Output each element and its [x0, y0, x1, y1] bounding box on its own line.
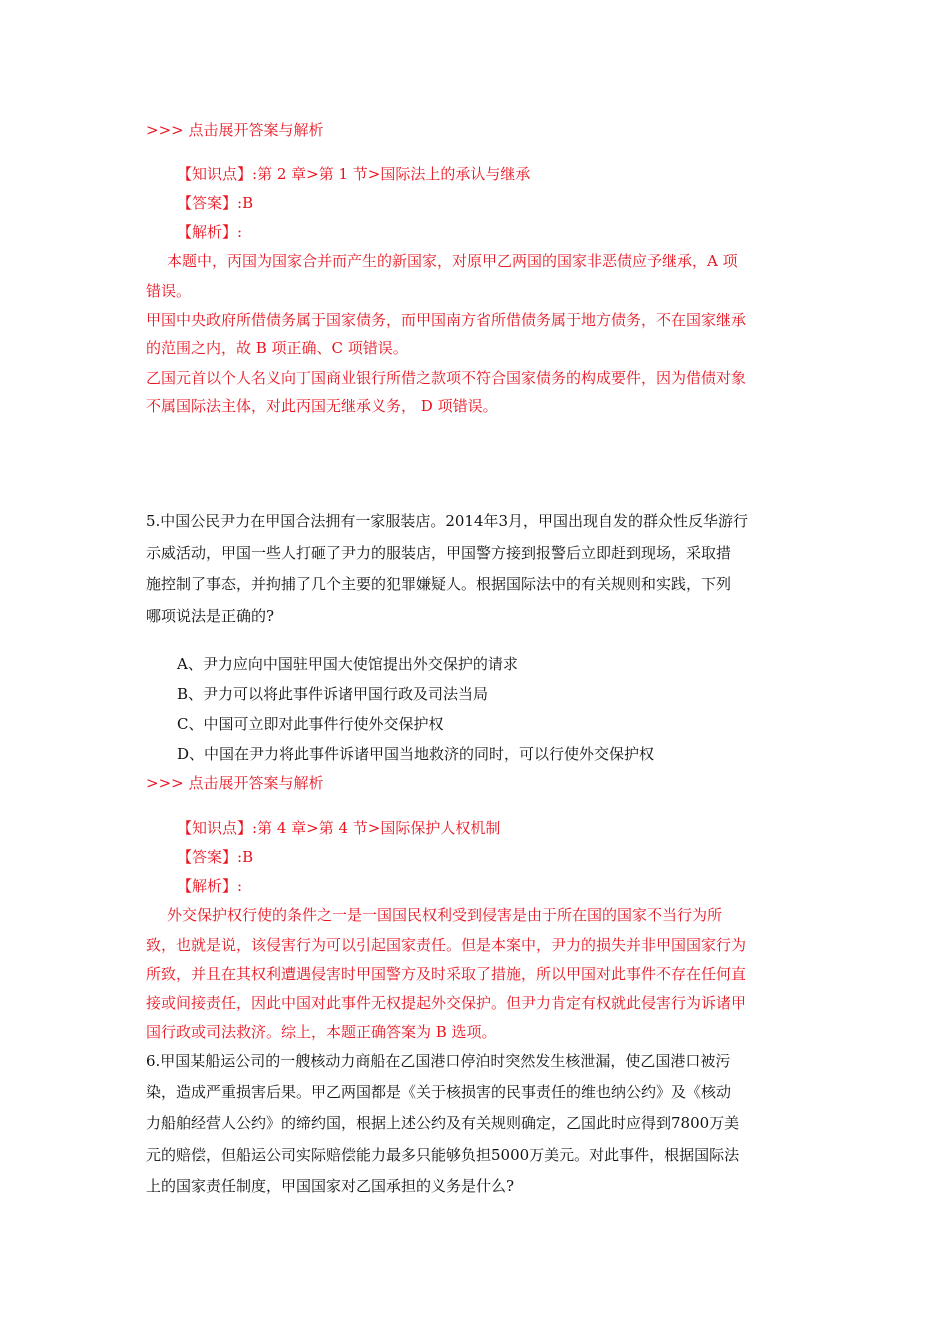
answer-label: 【答案】: [177, 848, 243, 866]
question-stem-line: 哪项说法是正确的? [146, 607, 275, 625]
expand-answer-toggle[interactable]: >>> 点击展开答案与解析 [146, 774, 324, 792]
analysis-label: 【解析】: [177, 877, 243, 895]
answer-value: B [242, 848, 254, 866]
question-stem-line: 元的赔偿，但船运公司实际赔偿能力最多只能够负担5000万美元。对此事件，根据国际法 [146, 1146, 740, 1164]
answer-value: B [242, 194, 254, 212]
option-c: C、中国可立即对此事件行使外交保护权 [177, 715, 444, 733]
question-stem-line: 力船舶经营人公约》的缔约国，根据上述公约及有关规则确定，乙国此时应得到7800万美 [146, 1114, 740, 1132]
question-stem-line: 5.中国公民尹力在甲国合法拥有一家服装店。2014年3月，甲国出现自发的群众性反华游行 [146, 512, 749, 530]
knowledge-value: 第 2 章>第 1 节>国际法上的承认与继承 [257, 165, 531, 183]
analysis-text-line: 的范围之内，故 B 项正确、C 项错误。 [146, 339, 408, 357]
knowledge-label: 【知识点】: [177, 165, 258, 183]
question-stem-line: 6.甲国某船运公司的一艘核动力商船在乙国港口停泊时突然发生核泄漏，使乙国港口被污 [146, 1052, 731, 1070]
option-b: B、尹力可以将此事件诉诸甲国行政及司法当局 [177, 685, 489, 703]
analysis-text-line: 乙国元首以个人名义向丁国商业银行所借之款项不符合国家债务的构成要件，因为借债对象 [146, 369, 747, 387]
expand-answer-toggle[interactable]: >>> 点击展开答案与解析 [146, 121, 324, 139]
knowledge-label: 【知识点】: [177, 819, 258, 837]
analysis-text-line: 甲国中央政府所借债务属于国家债务，而甲国南方省所借债务属于地方债务，不在国家继承 [146, 311, 747, 329]
knowledge-value: 第 4 章>第 4 节>国际保护人权机制 [257, 819, 501, 837]
analysis-text-line: 所致，并且在其权利遭遇侵害时甲国警方及时采取了措施，所以甲国对此事件不存在任何直 [146, 965, 747, 983]
analysis-text-line: 本题中，丙国为国家合并而产生的新国家，对原甲乙两国的国家非恶债应予继承，A 项 [167, 252, 738, 270]
answer-label: 【答案】: [177, 194, 243, 212]
question-stem-line: 施控制了事态，并拘捕了几个主要的犯罪嫌疑人。根据国际法中的有关规则和实践，下列 [146, 575, 732, 593]
analysis-text-line: 不属国际法主体，对此丙国无继承义务， D 项错误。 [146, 397, 498, 415]
analysis-text-line: 致，也就是说，该侵害行为可以引起国家责任。但是本案中，尹力的损失并非甲国国家行为 [146, 936, 747, 954]
analysis-text-line: 接或间接责任，因此中国对此事件无权提起外交保护。但尹力肯定有权就此侵害行为诉诸甲 [146, 994, 747, 1012]
question-stem-line: 示威活动，甲国一些人打砸了尹力的服装店，甲国警方接到报警后立即赶到现场，采取措 [146, 544, 732, 562]
analysis-text-line: 错误。 [146, 282, 192, 300]
knowledge-point [177, 164, 530, 184]
question-stem-line: 上的国家责任制度，甲国国家对乙国承担的义务是什么? [146, 1177, 515, 1195]
analysis-text-line: 国行政或司法救济。综上，本题正确答案为 B 选项。 [146, 1023, 497, 1041]
analysis-label: 【解析】: [177, 223, 243, 241]
option-d: D、中国在尹力将此事件诉诸甲国当地救济的同时，可以行使外交保护权 [177, 745, 655, 763]
question-stem-line: 染，造成严重损害后果。甲乙两国都是《关于核损害的民事责任的维也纳公约》及《核动 [146, 1083, 732, 1101]
answer-line [177, 847, 253, 867]
knowledge-point [177, 818, 500, 838]
option-a: A、尹力应向中国驻甲国大使馆提出外交保护的请求 [177, 655, 518, 673]
answer-line [177, 193, 253, 213]
analysis-text-line: 外交保护权行使的条件之一是一国国民权利受到侵害是由于所在国的国家不当行为所 [167, 906, 723, 924]
